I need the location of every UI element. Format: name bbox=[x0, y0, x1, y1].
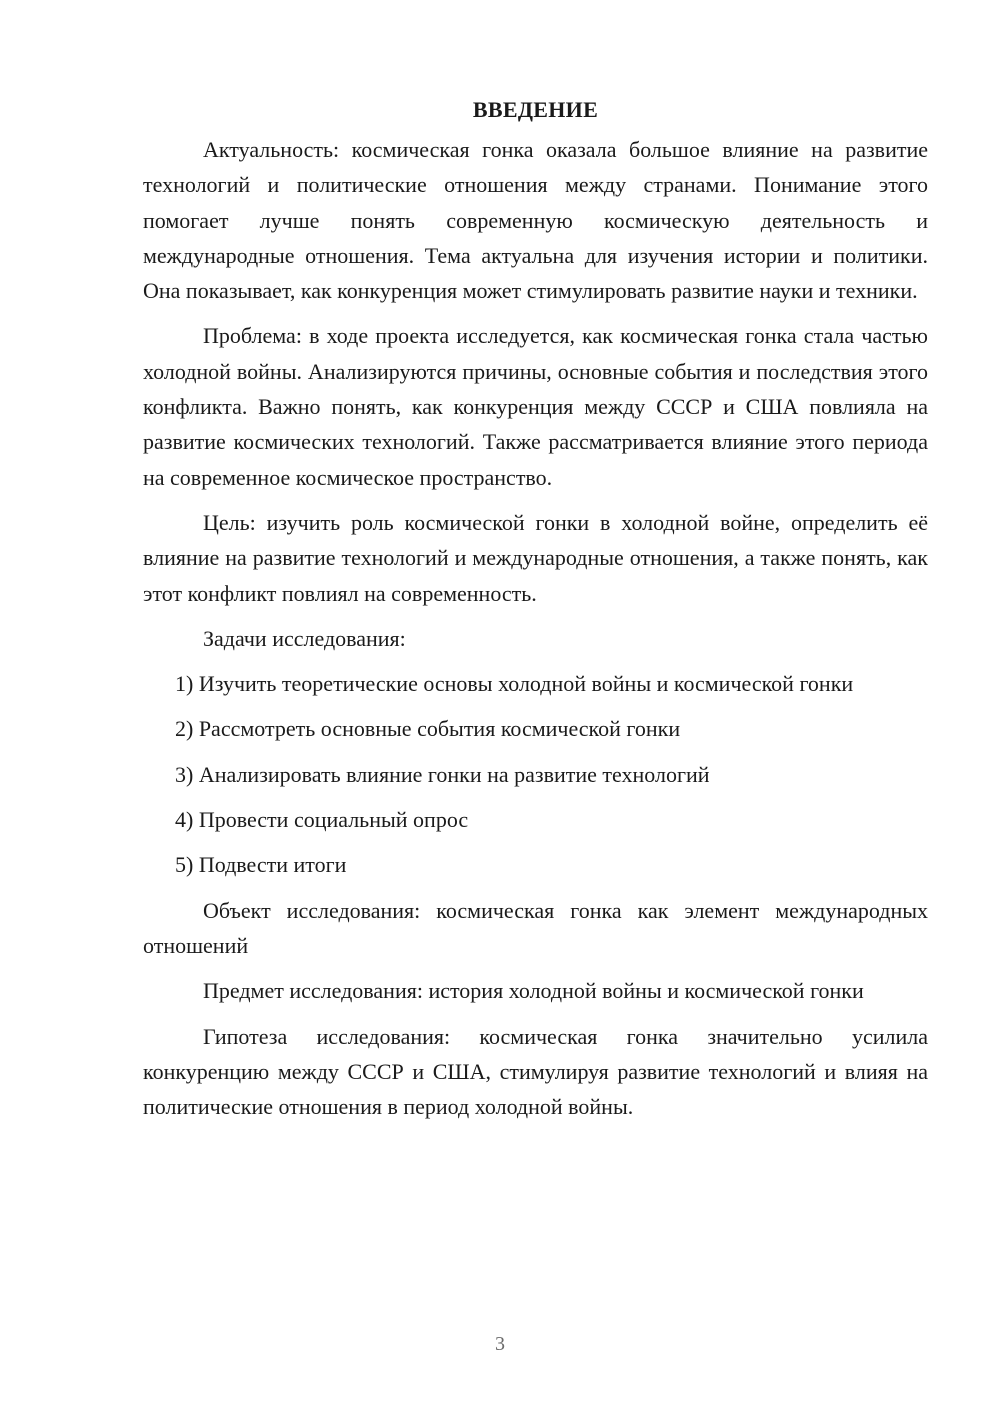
task-item: 5) Подвести итоги bbox=[175, 852, 347, 878]
page-number: 3 bbox=[495, 1333, 505, 1355]
paragraph-relevance: Актуальность: космическая гонка оказала большое влияние на развитие технологий и политические отношения между странами. Понимание этого помогает лучше понять современную космическую деятельность и международные отношения. Тема актуальна для изучения истории и политики. Она показывает, как конкуренция может стимулировать развитие науки и техники. bbox=[143, 137, 928, 304]
paragraph-problem: Проблема: в ходе проекта исследуется, как космическая гонка стала частью холодной войны. Анализируются причины, основные события и последствия этого конфликта. Важно понять, как конкуренция между СССР и США повлияла на развитие космических технологий. Также рассматривается влияние этого периода на современное космическое пространство. bbox=[143, 323, 928, 490]
section-heading: ВВЕДЕНИЕ bbox=[472, 97, 599, 122]
document-page bbox=[143, 92, 928, 1134]
paragraph-subject: Предмет исследования: история холодной войны и космической гонки bbox=[203, 978, 864, 1004]
paragraph-object: Объект исследования: космическая гонка как элемент международных отношений bbox=[143, 897, 928, 958]
task-item: 3) Анализировать влияние гонки на развитие технологий bbox=[175, 761, 710, 787]
tasks-intro: Задачи исследования: bbox=[203, 625, 406, 651]
task-item: 1) Изучить теоретические основы холодной войны и космической гонки bbox=[175, 671, 854, 697]
task-item: 2) Рассмотреть основные события космической гонки bbox=[175, 716, 681, 742]
paragraph-goal: Цель: изучить роль космической гонки в холодной войне, определить её влияние на развитие технологий и международные отношения, а также понять, как этот конфликт повлиял на современность. bbox=[143, 509, 928, 606]
paragraph-hypothesis: Гипотеза исследования: космическая гонка значительно усилила конкуренцию между СССР и США, стимулируя развитие технологий и влияя на политические отношения в период холодной войны. bbox=[143, 1023, 928, 1120]
task-item: 4) Провести социальный опрос bbox=[175, 807, 469, 833]
